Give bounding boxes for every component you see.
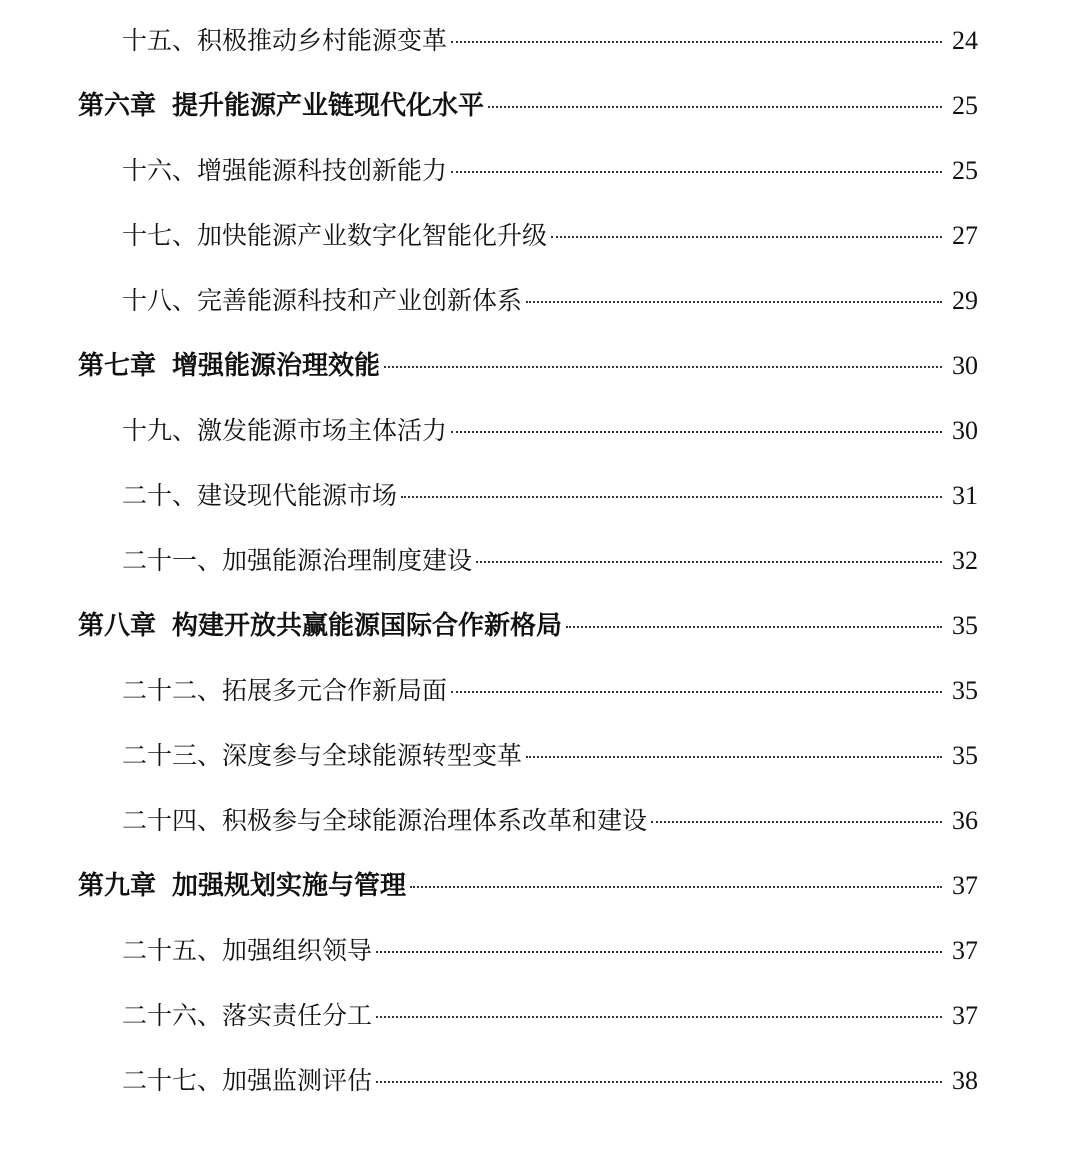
- dot-leader: [476, 561, 942, 563]
- dot-leader: [451, 691, 942, 693]
- toc-page-number: 30: [952, 351, 978, 380]
- dot-leader: [376, 1016, 942, 1018]
- toc-entry-section[interactable]: [0, 203, 978, 268]
- toc-page-number: 35: [952, 741, 978, 770]
- toc-entry-section[interactable]: [0, 398, 978, 463]
- dot-leader: [376, 951, 942, 953]
- toc-page-number: 35: [952, 611, 978, 640]
- toc-page-number: 36: [952, 806, 978, 835]
- chapter-number: 第七章: [78, 351, 157, 381]
- toc-entry-label: 二十五、加强组织领导: [122, 936, 373, 965]
- toc-page-number: 27: [952, 221, 978, 250]
- dot-leader: [488, 106, 942, 108]
- toc-entry-label: 二十、建设现代能源市场: [122, 481, 398, 510]
- toc-page-number: 37: [952, 1001, 978, 1030]
- toc-entry-label: 二十四、积极参与全球能源治理体系改革和建设: [122, 806, 648, 835]
- toc-page-number: 35: [952, 676, 978, 705]
- dot-leader: [384, 366, 942, 368]
- toc-page-number: 24: [952, 26, 978, 55]
- toc-entry-section[interactable]: [0, 463, 978, 528]
- toc-entry-label: 十八、完善能源科技和产业创新体系: [122, 286, 523, 315]
- toc-entry-label: 二十一、加强能源治理制度建设: [122, 546, 473, 575]
- dot-leader: [566, 626, 942, 628]
- toc-entry-label: 十九、激发能源市场主体活力: [122, 416, 448, 445]
- toc-page-number: 25: [952, 91, 978, 120]
- dot-leader: [401, 496, 942, 498]
- toc-entry-label: 十五、积极推动乡村能源变革: [122, 26, 448, 55]
- toc-entry-section[interactable]: [0, 268, 978, 333]
- toc-entry-label: 二十六、落实责任分工: [122, 1001, 373, 1030]
- toc-entry-chapter[interactable]: [0, 593, 978, 658]
- toc-entry-section[interactable]: [0, 1048, 978, 1113]
- toc-page-number: 32: [952, 546, 978, 575]
- table-of-contents: [0, 8, 1073, 1113]
- toc-page-number: 38: [952, 1066, 978, 1095]
- chapter-number: 第八章: [78, 611, 157, 641]
- toc-chapter-label: [78, 594, 562, 659]
- toc-entry-label: 十七、加快能源产业数字化智能化升级: [122, 221, 548, 250]
- toc-page-number: 29: [952, 286, 978, 315]
- toc-entry-section[interactable]: [0, 918, 978, 983]
- toc-page-number: 37: [952, 871, 978, 900]
- toc-entry-section[interactable]: [0, 723, 978, 788]
- toc-entry-label: 十六、增强能源科技创新能力: [122, 156, 448, 185]
- toc-entry-section[interactable]: [0, 983, 978, 1048]
- toc-page-number: 37: [952, 936, 978, 965]
- dot-leader: [526, 301, 942, 303]
- chapter-title: 加强规划实施与管理: [172, 871, 407, 901]
- toc-entry-section[interactable]: [0, 528, 978, 593]
- toc-entry-section[interactable]: [0, 8, 978, 73]
- dot-leader: [376, 1081, 942, 1083]
- toc-entry-chapter[interactable]: [0, 73, 978, 138]
- toc-entry-label: 二十三、深度参与全球能源转型变革: [122, 741, 523, 770]
- dot-leader: [526, 756, 942, 758]
- dot-leader: [551, 236, 942, 238]
- dot-leader: [651, 821, 942, 823]
- chapter-title: 构建开放共赢能源国际合作新格局: [172, 611, 563, 641]
- toc-entry-chapter[interactable]: [0, 853, 978, 918]
- toc-page-number: 31: [952, 481, 978, 510]
- toc-chapter-label: [78, 334, 380, 399]
- dot-leader: [410, 886, 942, 888]
- toc-page-number: 25: [952, 156, 978, 185]
- toc-entry-label: 二十七、加强监测评估: [122, 1066, 373, 1095]
- toc-entry-label: 二十二、拓展多元合作新局面: [122, 676, 448, 705]
- chapter-number: 第六章: [78, 91, 157, 121]
- toc-entry-section[interactable]: [0, 658, 978, 723]
- chapter-title: 增强能源治理效能: [172, 351, 381, 381]
- toc-entry-section[interactable]: [0, 788, 978, 853]
- toc-chapter-label: [78, 74, 484, 139]
- chapter-title: 提升能源产业链现代化水平: [172, 91, 485, 121]
- dot-leader: [451, 41, 942, 43]
- chapter-number: 第九章: [78, 871, 157, 901]
- dot-leader: [451, 431, 942, 433]
- toc-entry-chapter[interactable]: [0, 333, 978, 398]
- dot-leader: [451, 171, 942, 173]
- toc-entry-section[interactable]: [0, 138, 978, 203]
- toc-page-number: 30: [952, 416, 978, 445]
- toc-chapter-label: [78, 854, 406, 919]
